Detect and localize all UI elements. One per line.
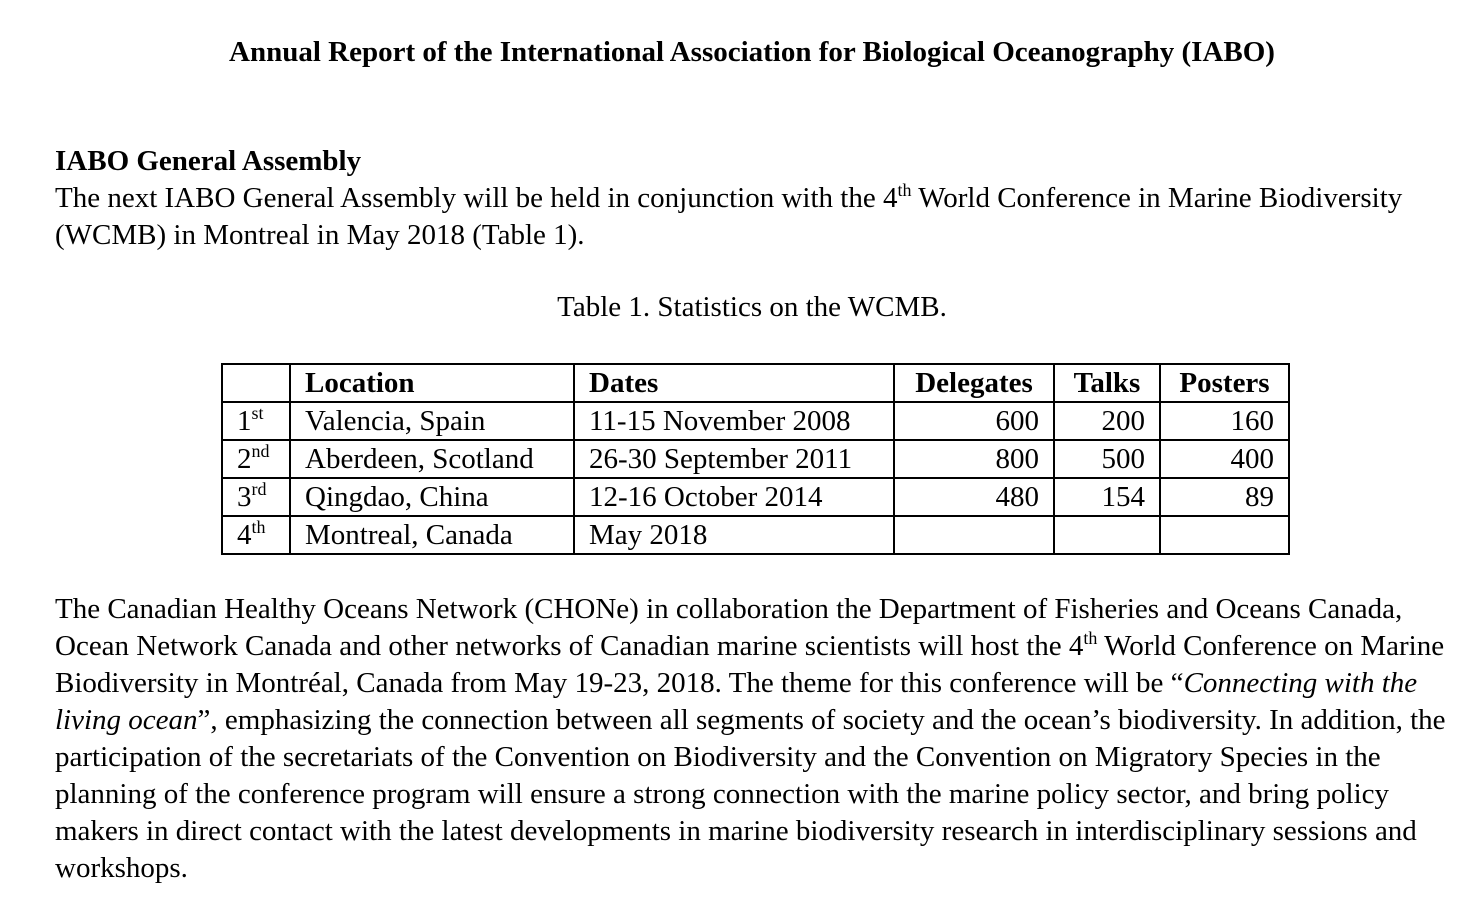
- cell-location: Valencia, Spain: [290, 402, 574, 440]
- cell-delegates: 480: [894, 478, 1054, 516]
- cell-dates: May 2018: [574, 516, 894, 554]
- cell-talks: 500: [1054, 440, 1160, 478]
- table-header-row: [222, 364, 1289, 402]
- cell-dates: 11-15 November 2008: [574, 402, 894, 440]
- table-row: [222, 478, 1289, 516]
- cell-location: Montreal, Canada: [290, 516, 574, 554]
- header-location: Location: [290, 364, 574, 402]
- header-posters: Posters: [1160, 364, 1289, 402]
- header-ordinal: [222, 364, 290, 402]
- ordinal-number: 4: [237, 519, 252, 551]
- header-talks: Talks: [1054, 364, 1160, 402]
- row-ordinal: [222, 516, 290, 554]
- cell-dates: 12-16 October 2014: [574, 478, 894, 516]
- table-row: [222, 402, 1289, 440]
- document-title: Annual Report of the International Association for Biological Oceanography (IABO): [229, 36, 1275, 68]
- cell-posters: 400: [1160, 440, 1289, 478]
- table-row: [222, 516, 1289, 554]
- cell-delegates: 600: [894, 402, 1054, 440]
- wcmb-statistics-table: [221, 363, 1290, 555]
- ordinal-suffix: rd: [251, 479, 267, 499]
- body-text-part3: ”, emphasizing the connection between all segments of society and the ocean’s biodiversity. In addition, the participation of the secretariats of the Convention on Biodiversity and the Convention on Migratory Species in the planning of the conference program will ensure a strong connection with the marine policy sector, and bring policy makers in direct contact with the latest developments in marine biodiversity research in interdisciplinary sessions and workshops.: [55, 704, 1446, 884]
- cell-dates: 26-30 September 2011: [574, 440, 894, 478]
- cell-posters: 160: [1160, 402, 1289, 440]
- body-text-part2: World Conference on Marine Biodiversity in Montréal, Canada from May 19-23, 2018. The theme for this conference will be “: [55, 630, 1445, 699]
- body-text-part1: The Canadian Healthy Oceans Network (CHONe) in collaboration the Department of Fisheries and Oceans Canada, Ocean Network Canada and other networks of Canadian marine scientists will host the 4: [55, 593, 1403, 662]
- ordinal-number: 1: [237, 405, 252, 437]
- cell-talks: [1054, 516, 1160, 554]
- section-heading: IABO General Assembly: [55, 145, 362, 177]
- cell-talks: 154: [1054, 478, 1160, 516]
- row-ordinal: [222, 402, 290, 440]
- table-row: [222, 440, 1289, 478]
- ordinal-suffix: th: [251, 517, 266, 537]
- intro-superscript: th: [897, 180, 912, 200]
- ordinal-number: 3: [237, 481, 252, 513]
- cell-posters: [1160, 516, 1289, 554]
- cell-posters: 89: [1160, 478, 1289, 516]
- body-paragraph: [55, 591, 1455, 887]
- intro-text-b: World Conference in Marine Biodiversity (WCMB) in Montreal in May 2018 (Table 1).: [55, 182, 1403, 251]
- header-delegates: Delegates: [894, 364, 1054, 402]
- ordinal-suffix: st: [251, 403, 264, 423]
- ordinal-suffix: nd: [251, 441, 270, 461]
- cell-location: Aberdeen, Scotland: [290, 440, 574, 478]
- cell-delegates: [894, 516, 1054, 554]
- table-caption: Table 1. Statistics on the WCMB.: [557, 291, 947, 323]
- cell-delegates: 800: [894, 440, 1054, 478]
- cell-location: Qingdao, China: [290, 478, 574, 516]
- cell-talks: 200: [1054, 402, 1160, 440]
- conference-theme: Connecting with the living ocean: [55, 667, 1418, 736]
- header-dates: Dates: [574, 364, 894, 402]
- ordinal-number: 2: [237, 443, 252, 475]
- row-ordinal: [222, 478, 290, 516]
- row-ordinal: [222, 440, 290, 478]
- body-superscript: th: [1083, 628, 1098, 648]
- intro-text-a: The next IABO General Assembly will be held in conjunction with the 4: [55, 182, 898, 214]
- intro-paragraph: [55, 180, 1455, 254]
